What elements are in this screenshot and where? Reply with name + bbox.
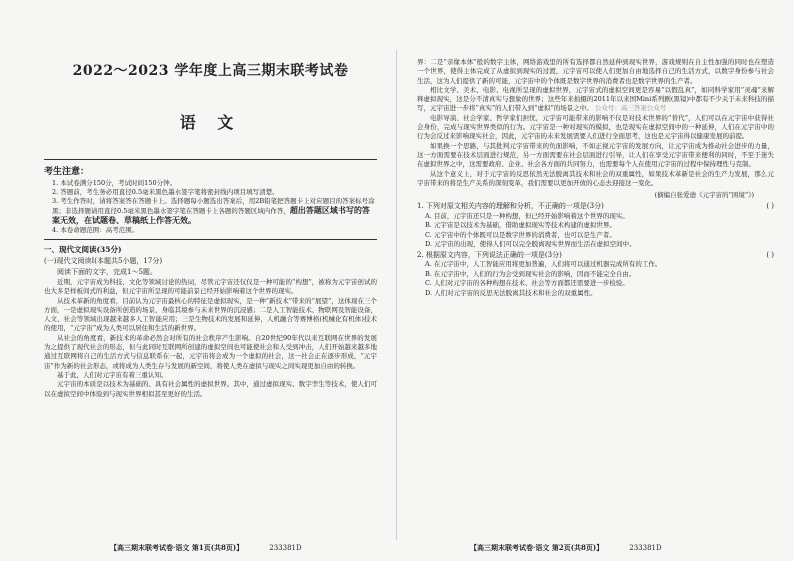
passage-paragraph: 从技术革新的角度看，目前认为元宇宙最核心的特征是虚拟现实，是一种“新技术”带来的“展望”，这体现在三个方面，一是虚拟现实设备所创造的场景，身临其境参与未来世界的沉浸感；二是人工智能技术、物联网及智能设备，人文、社会等领域出现越来越多人工智能应用；三是生物技术的发展和延伸，人机融合等赛博格(机械化有机体)技术的使用，“元宇宙”成为人类可以居住和生活的新世界。 [44, 296, 377, 333]
passage-paragraph: 元宇宙的本质是以技术为基础的、具有社会属性的虚拟世界。其中，通过虚拟现实、数字孪生等技术，使人们可以在虚拟空间中体验到与现实世界相似甚至更好的生活。 [44, 380, 377, 398]
question-2-text: 2. 根据原文内容，下列说法正确的一项是(3分) [417, 250, 562, 259]
footer-code: 233381D [629, 544, 662, 552]
note-1: 1. 本试卷满分150分，考试时间150分钟。 [52, 179, 177, 187]
exam-notes [44, 159, 377, 240]
note-4: 4. 本卷命题范围：高考范围。 [52, 226, 139, 234]
passage-paragraph [417, 86, 774, 114]
option-a: A. 目前，元宇宙还只是一种构想，但已经开始影响着这个世界的现实。 [425, 211, 629, 220]
passage-paragraph: 基于此，人们对元宇宙有着三重认知。 [57, 370, 168, 379]
passage-paragraph: 如果换一个思路，与其批判元宇宙带来的负面影响，不如正视元宇宙的发展方向，让元宇宙成为推动社会进步的力量，这一方面需要在技术层面进行规范，另一方面需要在社会层面进行引导，让人们在享受元宇宙带来便利的同时，不至于迷失在虚拟世界之中，这需要政府、企业、社会各方面的共同努力，也需要每个人在使用元宇宙的过程中保持理性与克制。 [417, 141, 774, 169]
passage-text: 相比文学、美术、电影、电视所呈现的虚拟世界，元宇宙式的虚拟空间更是容易“以假乱真”，如同科学家用“灵魂”来解释虚拟现实，这是分不清真实与想象的世界；这些年来拍摄的2011年以来国Mini系列剧(黑镜)中都有不少关于未来科技的描写，元宇宙进一步将“真实”的人们带入到“虚拟”的场景之中。 [417, 85, 774, 113]
option-c: C. 人们对元宇宙的各种构想在技术、社会等方面都还需要进一步检验。 [425, 279, 629, 288]
option-d: D. 人们对元宇宙的反思无法脱离其技术和社会的双重属性。 [425, 288, 597, 297]
option-d: D. 元宇宙的出现，使得人们可以完全脱离现实世界而生活在虚拟空间中。 [425, 240, 636, 249]
note-3 [52, 197, 377, 226]
passage-paragraph: 电影导演、社会学家、哲学家们担忧，元宇宙可能带来的影响不仅是对技术世界的“替代”，人们可以在元宇宙中获得社会身份，完成与现实世界类似的行为。元宇宙是一种对现实的模拟，也是现实在虚拟空间中的一种延伸，人们在元宇宙中的行为会反过来影响现实社会，因此，元宇宙的未来发展需要人们进行全面思考，这也是元宇宙得以健康发展的前提。 [417, 113, 774, 141]
page-2-footer [470, 543, 662, 553]
footer-code: 233381D [269, 544, 302, 552]
passage-source: (摘编自张爱德《元宇宙的“困境”》) [654, 191, 754, 200]
note-2: 2. 答题前，考生务必用直径0.5毫米黑色墨水签字笔将密封线内项目填写清楚。 [52, 188, 279, 196]
note-3-emphasis: 超出答题区域书写的答案无效，在试题卷、草稿纸上作答无效。 [52, 205, 370, 225]
option-c: C. 元宇宙中的个体既可以是数字世界的消费者，也可以是生产者。 [425, 230, 616, 239]
section-heading: 一、现代文阅读(35分) [44, 245, 122, 254]
watermark-text: 公众号：高三答案公众号 [594, 104, 667, 113]
subject-title: 语 文 [179, 113, 242, 132]
footer-label: 【高三期末联考试卷·语文 第1页(共8页)】 [110, 543, 244, 552]
reading-instruction: 阅读下面的文字，完成1～5题。 [57, 268, 157, 276]
footer-label: 【高三期末联考试卷·语文 第2页(共8页)】 [470, 543, 604, 552]
option-b: B. 元宇宙是以技术为基础，借助虚拟现实等技术构建的虚拟世界。 [425, 221, 616, 230]
page-2 [397, 0, 794, 561]
note-3-text: 3. 考生作答时，请将答案答在答题卡上。选择题每小题选出答案后，用2B铅笔把答题卡上对应题目的答案标号涂黑；非选择题请用直径0.5毫米黑色墨水签字笔在答题卡上各题的答题区域内作答， [52, 197, 375, 215]
passage-paragraph: 从社会的角度看，新技术的革命必然会对所有的社会秩序产生影响。自20世纪90年代以来互联网在世界的发展为之提供了现代社会的形态，但与此同时互联网所创建的虚拟空间也可能使社会和人受到冲击，人们开始越来越多地通过互联网将自己的生活方式与信息联系在一起，元宇宙将会成为一个虚拟的社会，这一社会正在逐步形成，“元宇宙”作为新的社会形态，或将成为人类生存与发展的新空间，将使人类在虚拟与现实之间实现更加自由的转换。 [44, 333, 377, 370]
subsection-heading: (一)现代文阅读Ⅰ(本题共5小题，17分) [44, 257, 163, 265]
passage-paragraph: 近期，元宇宙成为科技、文化等领域讨论的热词，尽管元宇宙还仅仅是一种可能的“构想”，被称为元宇宙创试的也大多是样板间式的利益，但元宇宙所呈现的可能前景已经开始影响着这个世界的现实。 [44, 278, 377, 296]
question-1 [417, 202, 774, 212]
passage-paragraph: 从这个意义上，对于元宇宙的反思依然无法脱离其技术和社会的双重属性，如果技术革新是社会的生产力发展，那么元宇宙带来的将是生产关系的深刻变革，我们需要以更加开放的心态去迎接这一变化。 [417, 169, 774, 187]
answer-blank: ( ) [766, 202, 774, 211]
notes-title: 考生注意： [44, 167, 90, 177]
question-2 [417, 251, 774, 261]
answer-blank: ( ) [766, 250, 774, 259]
option-a: A. 在元宇宙中，人工智能应用将更加普遍，人们将可以通过机器完成所有的工作。 [425, 260, 662, 269]
question-1-text: 1. 下列对原文相关内容的理解和分析，不正确的一项是(3分) [417, 202, 604, 211]
page-1-footer [110, 543, 302, 553]
option-b: B. 在元宇宙中，人们的行为会受到现实社会的影响，因而不能完全自由。 [425, 269, 636, 278]
passage-paragraph: 界：二是“亲缘本体”般的数字主体，网络游戏里的所有选择都自然延伸到现实世界，游戏规则在自主性加强的同时也在塑造一个世界，使得主体完成了从虚拟到现实的过渡，元宇宙可以使人们更加自由地选择自己的生活方式，以数字身份参与社会生活，这为人们提供了新的可能，元宇宙中的个体既是数字世界的消费者也是数字世界的生产者。 [417, 58, 774, 85]
exam-title: 2022～2023 学年度上高三期末联考试卷 [72, 63, 349, 79]
